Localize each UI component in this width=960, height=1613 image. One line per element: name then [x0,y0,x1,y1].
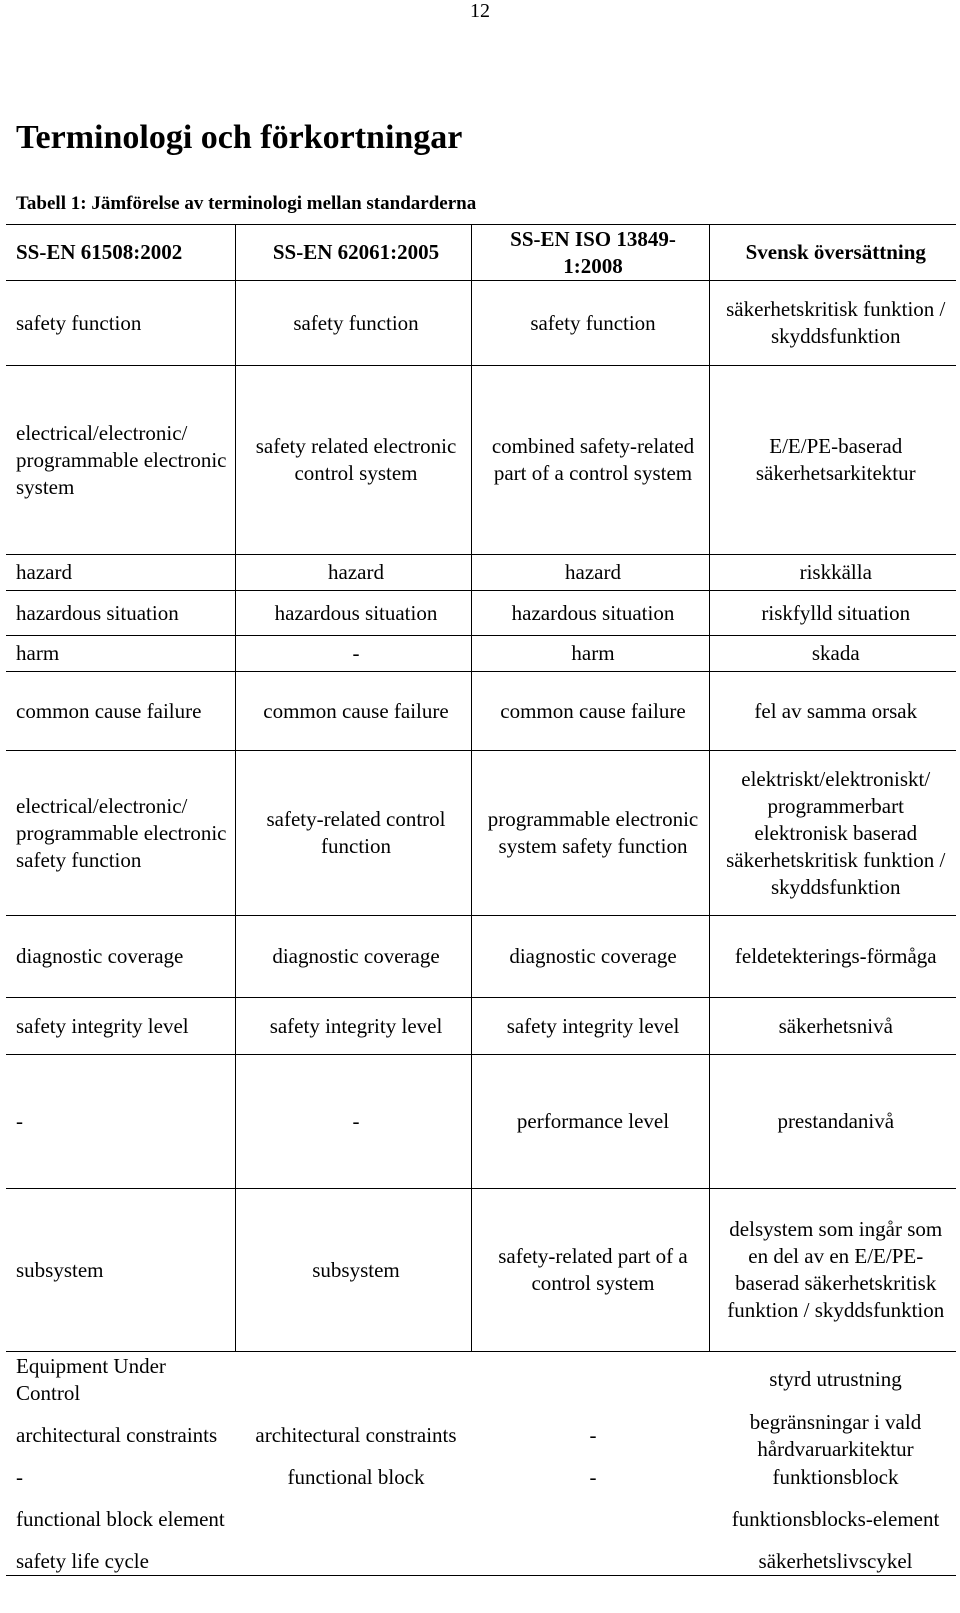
table-cell: common cause failure [6,672,235,751]
table-cell: common cause failure [471,672,709,751]
table-cell: riskkälla [709,555,956,591]
table-row [6,281,956,366]
table-row [6,1352,956,1408]
table-cell: hazardous situation [6,591,235,636]
table-cell: delsystem som ingår som en del av en E/E/PE-baserad säkerhetskritisk funktion / skyddsfunktion [709,1189,956,1352]
page-title: Terminologi och förkortningar [16,119,463,156]
table-row [6,1055,956,1189]
header-cell: SS-EN 61508:2002 [6,225,235,281]
table-cell: electrical/electronic/ programmable electronic safety function [6,751,235,916]
table-row [6,1189,956,1352]
table-cell: architectural constraints [16,1423,218,1447]
table-cell: säkerhetskritisk funktion / skyddsfunktion [709,281,956,366]
table-cell [235,1548,471,1576]
table-cell: architectural constraints [255,1423,457,1447]
table-row [6,366,956,555]
table-cell [471,1492,709,1548]
table-cell: funktionsblocks-element [731,1507,940,1531]
table-cell: safety function [6,281,235,366]
table-row [6,751,956,916]
table-cell [235,1352,471,1408]
table-cell: safety integrity level [6,998,235,1055]
table-cell: safety function [471,281,709,366]
table-cell: diagnostic coverage [6,916,235,998]
table-row [6,672,956,751]
table-row [6,1464,956,1492]
table-cell: - [589,1423,597,1447]
table-cell: Equipment Under Control [6,1352,235,1408]
table-cell: subsystem [235,1189,471,1352]
table-cell: säkerhetsnivå [709,998,956,1055]
table-cell: safety function [235,281,471,366]
table-cell: functional block element [16,1507,225,1531]
table-cell: electrical/electronic/ programmable electronic system [6,366,235,555]
terminology-table [6,224,956,1576]
table-cell: prestandanivå [709,1055,956,1189]
table-row [6,1492,956,1548]
table-row [6,998,956,1055]
table-cell: feldetekterings-förmåga [709,916,956,998]
table-cell: hazard [235,555,471,591]
table-cell: skada [709,636,956,672]
table-cell: programmable electronic system safety function [471,751,709,916]
table-cell: safety related electronic control system [235,366,471,555]
table-cell: common cause failure [235,672,471,751]
table-cell [471,1548,709,1576]
table-cell: - [235,636,471,672]
table-cell [235,1492,471,1548]
table-row [6,1408,956,1464]
header-cell: SS-EN 62061:2005 [235,225,471,281]
table-cell: E/E/PE-baserad säkerhetsarkitektur [709,366,956,555]
table-cell: - [6,1055,235,1189]
table-cell: harm [471,636,709,672]
header-cell: Svensk översättning [709,225,956,281]
table-row [6,1548,956,1576]
table-cell: performance level [471,1055,709,1189]
table-row [6,591,956,636]
table-cell: säkerhetslivscykel [709,1548,956,1576]
table-cell: hazardous situation [235,591,471,636]
table-cell: - [589,1465,597,1489]
table-cell: elektriskt/elektroniskt/ programmerbart elektronisk baserad säkerhetskritisk funktion / skyddsfunktion [709,751,956,916]
table-cell: harm [6,636,235,672]
table-cell: safety integrity level [471,998,709,1055]
table-cell: subsystem [6,1189,235,1352]
table-cell [471,1352,709,1408]
table-cell: diagnostic coverage [471,916,709,998]
table-cell: begränsningar i vald hårdvaruarkitektur [749,1409,922,1461]
table-cell: funktionsblock [772,1465,899,1489]
table-cell: - [235,1055,471,1189]
table-cell: functional block [287,1465,425,1489]
table-cell: hazard [471,555,709,591]
table-row [6,636,956,672]
table-cell: styrd utrustning [709,1352,956,1408]
table-cell: hazard [6,555,235,591]
page-number: 12 [470,0,490,22]
table-cell: safety-related part of a control system [471,1189,709,1352]
header-cell: SS-EN ISO 13849-1:2008 [471,225,709,281]
table-cell: safety-related control function [235,751,471,916]
table-cell: hazardous situation [471,591,709,636]
table-cell: safety life cycle [6,1548,235,1576]
table-cell: combined safety-related part of a control system [471,366,709,555]
table-row [6,555,956,591]
table-row [6,916,956,998]
table-cell: - [16,1465,23,1489]
table-cell: fel av samma orsak [709,672,956,751]
table-cell: safety integrity level [235,998,471,1055]
table-caption: Tabell 1: Jämförelse av terminologi mellan standarderna [16,193,477,214]
table-cell: riskfylld situation [709,591,956,636]
table-header-row [6,225,956,281]
table-cell: diagnostic coverage [235,916,471,998]
